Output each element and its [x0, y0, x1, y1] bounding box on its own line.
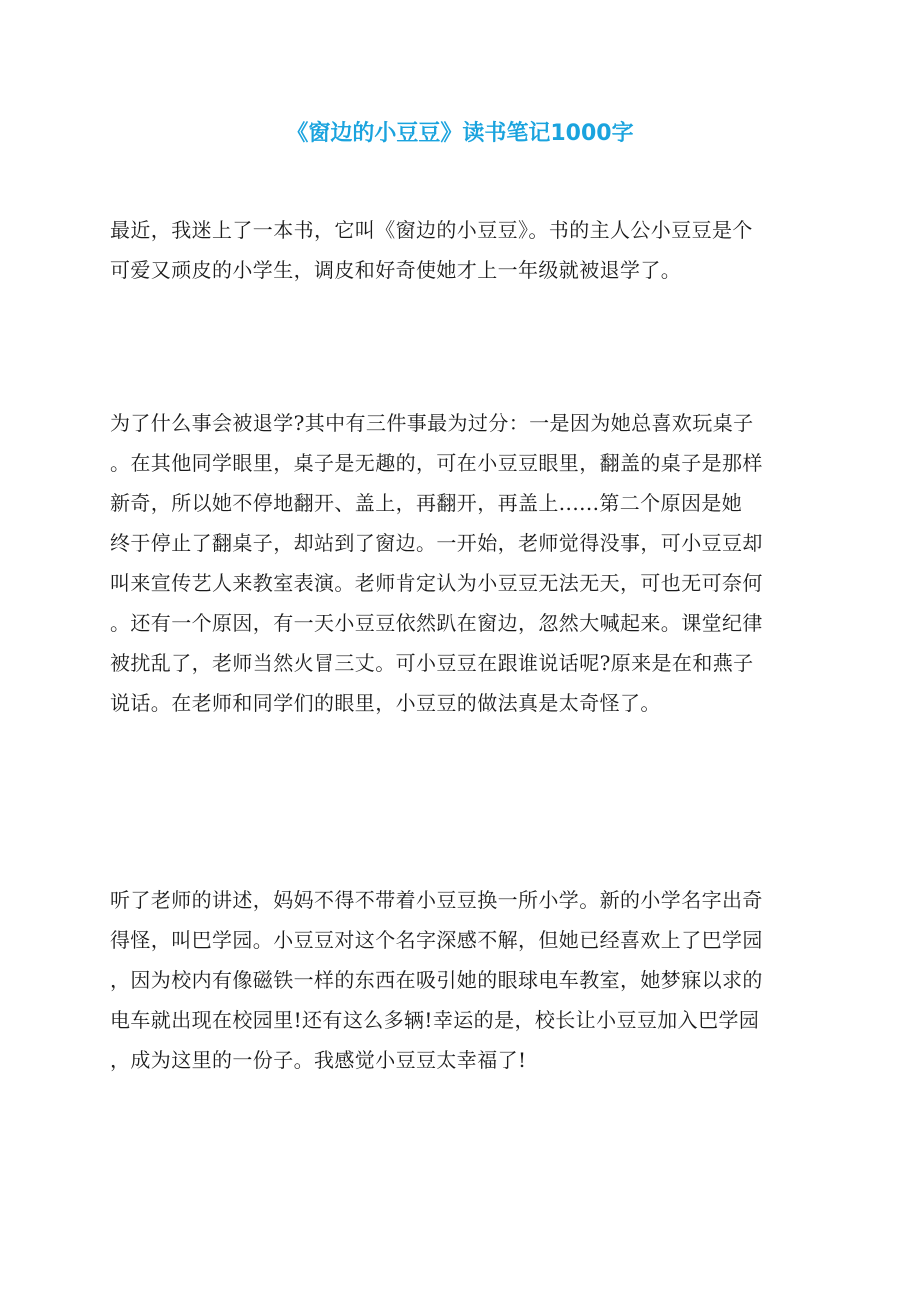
paragraph-line: 电车就出现在校园里!还有这么多辆!幸运的是，校长让小豆豆加入巴学园: [110, 1008, 760, 1032]
paragraph-line: 得怪，叫巴学园。小豆豆对这个名字深感不解，但她已经喜欢上了巴学园: [110, 928, 763, 952]
paragraph-line: 可爱又顽皮的小学生，调皮和好奇使她才上一年级就被退学了。: [110, 258, 682, 282]
paragraph-line: 最近，我迷上了一本书，它叫《窗边的小豆豆》。书的主人公小豆豆是个: [110, 218, 753, 242]
paragraph-line: 说话。在老师和同学们的眼里，小豆豆的做法真是太奇怪了。: [110, 691, 661, 715]
paragraph-2: [110, 403, 800, 723]
paragraph-line: 。在其他同学眼里，桌子是无趣的，可在小豆豆眼里，翻盖的桌子是那样: [110, 451, 763, 475]
paragraph-line: 。还有一个原因，有一天小豆豆依然趴在窗边，忽然大喊起来。课堂纪律: [110, 611, 763, 635]
paragraph-line: 被扰乱了，老师当然火冒三丈。可小豆豆在跟谁说话呢?原来是在和燕子: [110, 651, 754, 675]
paragraph-line: ，成为这里的一份子。我感觉小豆豆太幸福了!: [110, 1048, 527, 1072]
paragraph-line: 听了老师的讲述，妈妈不得不带着小豆豆换一所小学。新的小学名字出奇: [110, 888, 763, 912]
paragraph-1: [110, 210, 800, 290]
paragraph-line: 为了什么事会被退学?其中有三件事最为过分：一是因为她总喜欢玩桌子: [110, 411, 754, 435]
paragraph-line: 新奇，所以她不停地翻开、盖上，再翻开，再盖上......第二个原因是她: [110, 491, 743, 515]
document-title: 《窗边的小豆豆》读书笔记1000字: [286, 121, 634, 146]
paragraph-line: ，因为校内有像磁铁一样的东西在吸引她的眼球电车教室，她梦寐以求的: [110, 968, 763, 992]
paragraph-3: [110, 880, 800, 1080]
paragraph-line: 叫来宣传艺人来教室表演。老师肯定认为小豆豆无法无天，可也无可奈何: [110, 571, 763, 595]
paragraph-line: 终于停止了翻桌子，却站到了窗边。一开始，老师觉得没事，可小豆豆却: [110, 531, 763, 555]
